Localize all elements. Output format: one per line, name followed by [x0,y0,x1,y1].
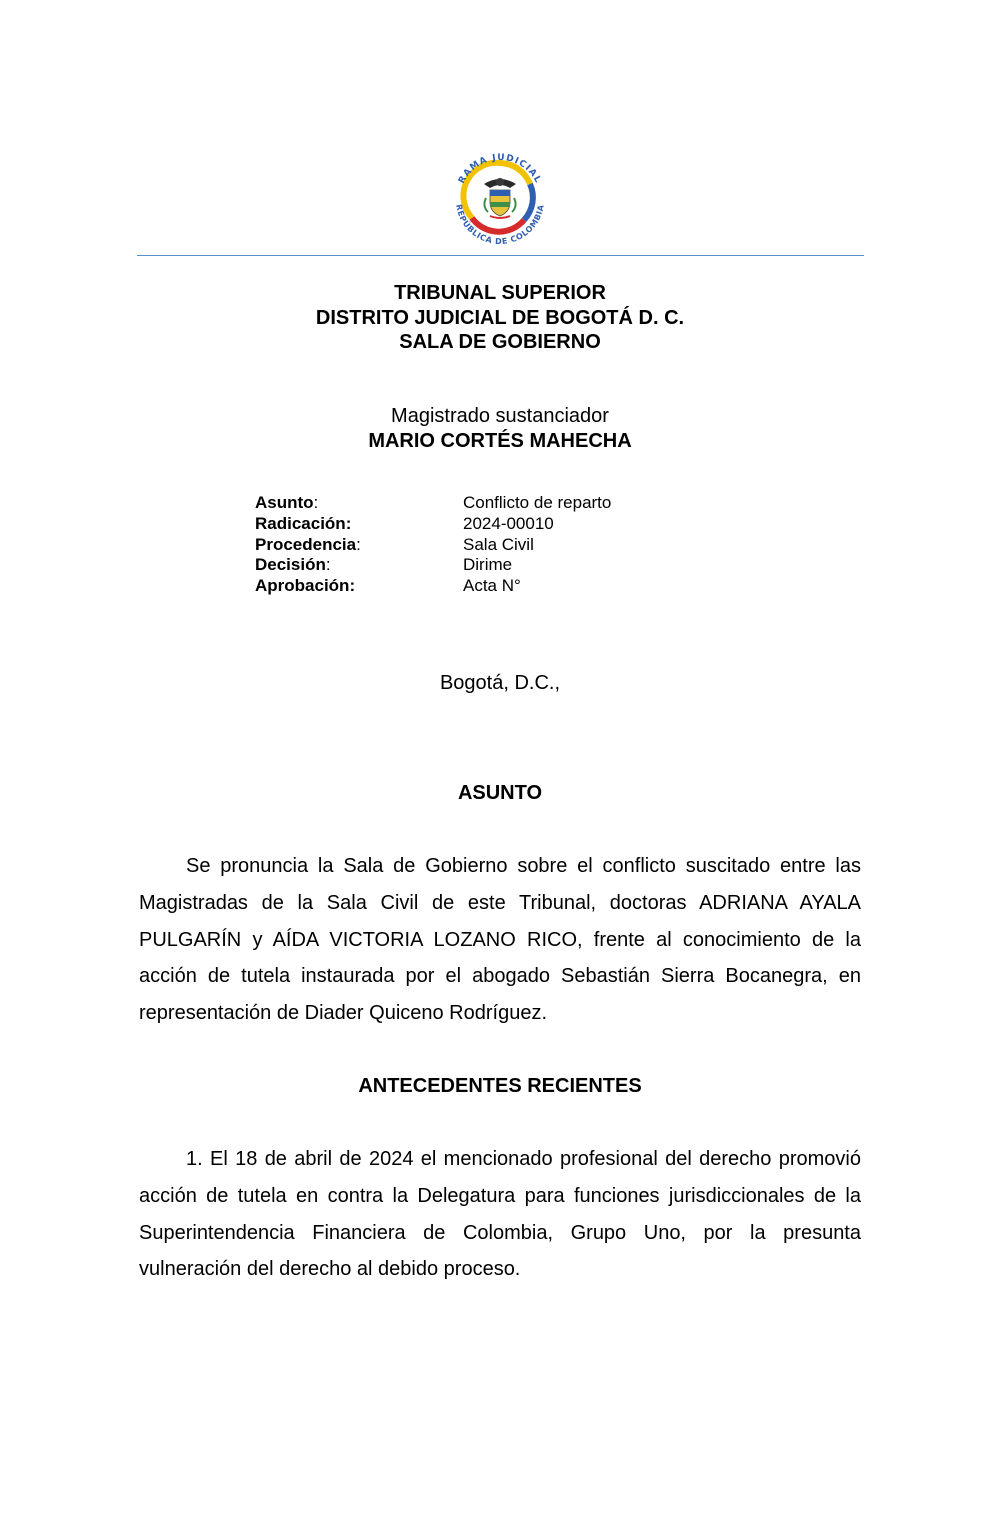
metadata-value: Conflicto de reparto [463,493,612,512]
metadata-key: Radicación: [255,513,352,533]
section-title-antecedentes: ANTECEDENTES RECIENTES [358,1075,642,1097]
metadata-key: Decisión [255,555,326,575]
court-heading [0,281,1000,355]
metadata-key-suffix: : [313,493,319,512]
metadata-key-suffix: : [325,555,331,575]
metadata-row [255,555,611,576]
metadata-key: Aprobación: [255,576,356,596]
seal-text-top: RAMA JUDICIAL [457,152,544,186]
magistrate-block [0,404,1000,453]
metadata-key: Procedencia [255,534,357,554]
metadata-value: Acta N° [463,576,521,596]
court-line-2: DISTRITO JUDICIAL DE BOGOTÁ D. C. [315,306,685,329]
antecedentes-paragraph: 1. El 18 de abril de 2024 el mencionado profesional del derecho promovió acción de tutela en contra la Delegatura para funciones jurisdiccionales de la Superintendencia Financiera de Colombia, Grupo Uno, por la presunta vulneración del derecho al debido proceso. [139,1148,861,1281]
court-line-1: TRIBUNAL SUPERIOR [394,282,606,304]
metadata-row [255,535,611,556]
section-title-asunto: ASUNTO [457,782,543,804]
case-metadata [255,493,611,597]
asunto-paragraph: Se pronuncia la Sala de Gobierno sobre el conflicto suscitado entre las Magistradas de la Sala Civil de este Tribunal, doctoras ADRIANA AYALA PULGARÍN y AÍDA VICTORIA LOZANO RICO, frente al conocimiento de la acción de tutela instaurada por el abogado Sebastián Sierra Bocanegra, en representación de Diader Quiceno Rodríguez. [139,855,861,1025]
magistrate-name: MARIO CORTÉS MAHECHA [368,429,632,452]
court-line-3: SALA DE GOBIERNO [399,331,601,353]
metadata-value: 2024-00010 [463,513,554,533]
metadata-key: Asunto [255,493,314,512]
metadata-row [255,576,611,597]
seal-text-bottom: REPÚBLICA DE COLOMBIA [454,203,546,247]
magistrate-role: Magistrado sustanciador [391,405,609,427]
header-divider [137,255,864,256]
metadata-value: Dirime [463,555,513,575]
place-date: Bogotá, D.C., [439,672,561,694]
metadata-row [255,514,611,535]
rama-judicial-seal [444,140,556,252]
metadata-key-suffix: : [356,534,361,554]
metadata-row [255,493,611,514]
metadata-value: Sala Civil [463,534,534,554]
